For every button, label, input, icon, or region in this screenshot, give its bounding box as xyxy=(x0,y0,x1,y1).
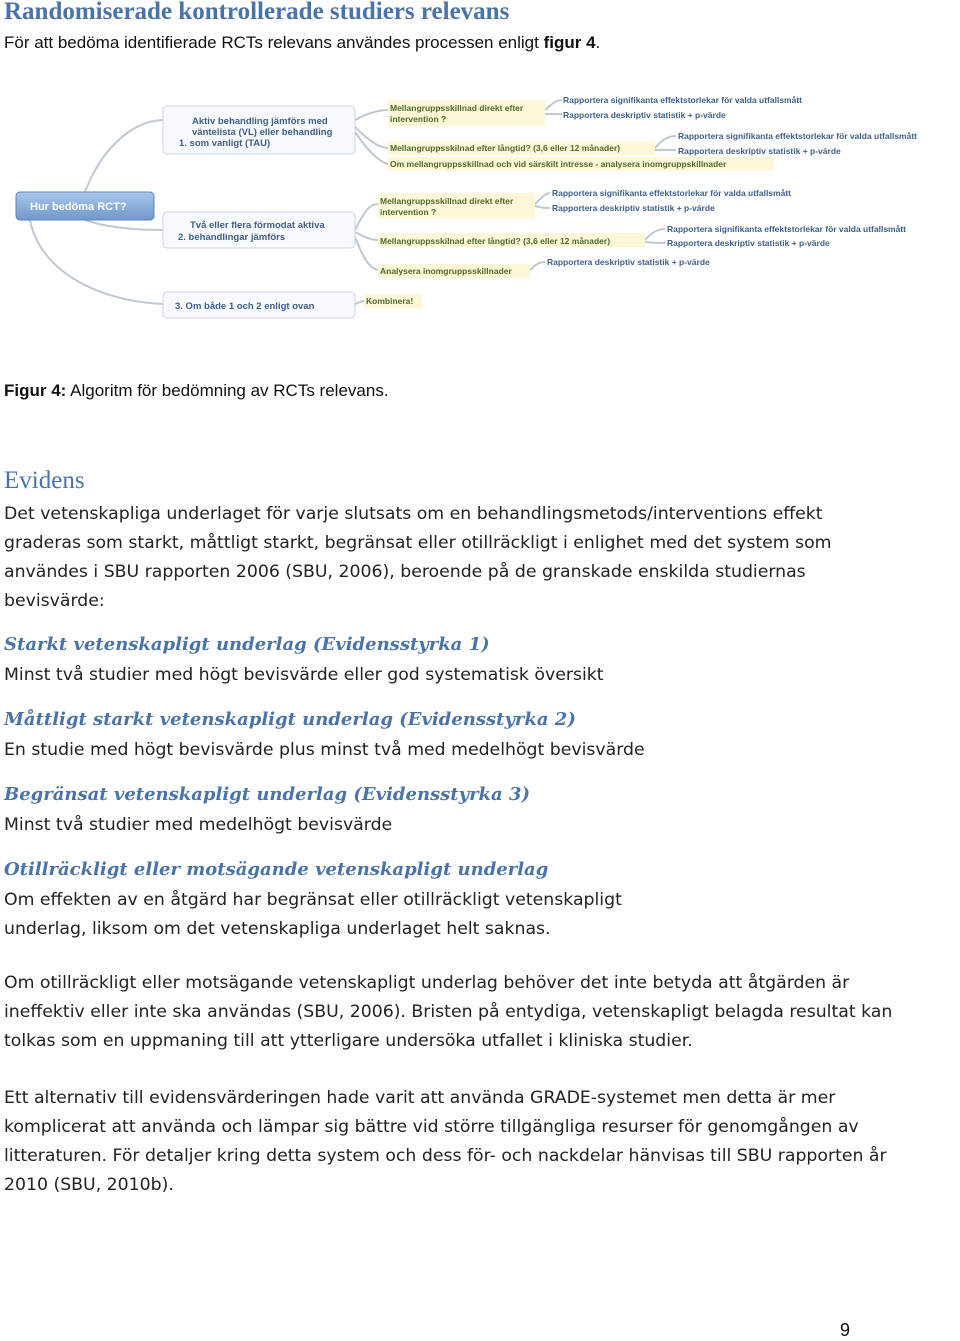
text-line: ineffektiv eller inte ska användas (SBU, 2006). Bristen på entydiga, vetenskapligt belagda resultat kan xyxy=(4,1002,893,1022)
b1-q2-leaf-desc: Rapportera deskriptiv statistik + p-värde xyxy=(678,146,841,156)
b2-q1-line2: intervention ? xyxy=(380,207,437,217)
b2-q3-leaf-desc: Rapportera deskriptiv statistik + p-värde xyxy=(547,257,710,267)
section-heading: Randomiserade kontrollerade studiers relevans xyxy=(4,0,510,25)
branch-2-line2: 2. behandlingar jämförs xyxy=(178,232,286,243)
branch-2-line1: Två eller flera förmodat aktiva xyxy=(190,220,325,231)
branch-3-label: 3. Om både 1 och 2 enligt ovan xyxy=(175,301,315,312)
level-4-text xyxy=(4,886,904,944)
text-line: Om otillräckligt eller motsägande vetenskapligt underlag behöver det inte betyda att åtgärden är xyxy=(4,973,850,993)
b2-q3-label: Analysera inomgruppsskillnader xyxy=(380,266,512,276)
b2-q1-leaf-sig: Rapportera signifikanta effektstorlekar för valda utfallsmått xyxy=(552,188,792,198)
root-label: Hur bedöma RCT? xyxy=(30,201,127,213)
paragraph-2 xyxy=(4,969,904,1056)
b1-q1-line2: intervention ? xyxy=(390,114,447,124)
text-line: tolkas som en uppmaning till att ytterligare undersöka utfallet i kliniska studier. xyxy=(4,1031,693,1051)
text-line: Det vetenskapliga underlaget för varje slutsats om en behandlingsmetods/interventions effekt xyxy=(4,504,823,524)
b2-q2-leaf-desc: Rapportera deskriptiv statistik + p-värde xyxy=(667,238,830,248)
b1-q3-label: Om mellangruppsskillnad och vid särskilt intresse - analysera inomgruppskillnader xyxy=(390,159,727,169)
b2-q2-label: Mellangruppsskilnad efter långtid? (3,6 eller 12 månader) xyxy=(380,236,611,246)
b1-q1-leaf-desc: Rapportera deskriptiv statistik + p-värde xyxy=(563,110,726,120)
b2-q2-leaf-sig: Rapportera signifikanta effektstorlekar för valda utfallsmått xyxy=(667,224,907,234)
text-line: 2010 (SBU, 2010b). xyxy=(4,1175,174,1195)
b1-q1-leaf-sig: Rapportera signifikanta effektstorlekar för valda utfallsmått xyxy=(563,95,803,105)
level-1-text: Minst två studier med högt bevisvärde eller god systematisk översikt xyxy=(4,665,604,685)
figure-caption: Figur 4: Algoritm för bedömning av RCTs relevans. xyxy=(4,381,389,400)
text-line: Ett alternativ till evidensvärderingen hade varit att använda GRADE-systemet men detta är mer xyxy=(4,1088,836,1108)
level-1-title: Starkt vetenskapligt underlag (Evidensstyrka 1) xyxy=(4,634,490,655)
level-3-text: Minst två studier med medelhögt bevisvärde xyxy=(4,815,393,835)
text-line: Om effekten av en åtgärd har begränsat eller otillräckligt vetenskapligt xyxy=(4,890,622,910)
b2-q1-line1: Mellangruppsskillnad direkt efter xyxy=(380,196,514,206)
paragraph-3 xyxy=(4,1084,904,1200)
rct-relevance-diagram xyxy=(0,92,960,327)
branch-1-line2: väntelista (VL) eller behandling xyxy=(192,127,333,138)
level-2-text: En studie med högt bevisvärde plus minst två med medelhögt bevisvärde xyxy=(4,740,645,760)
text-line: komplicerat att använda och lämpar sig bättre vid större tillgängliga resurser för genomgången av xyxy=(4,1117,859,1137)
b1-q2-leaf-sig: Rapportera signifikanta effektstorlekar för valda utfallsmått xyxy=(678,131,918,141)
b1-q1-line1: Mellangruppsskillnad direkt efter xyxy=(390,103,524,113)
b3-leaf-label: Kombinera! xyxy=(366,296,414,306)
b1-q2-label: Mellangruppsskilnad efter långtid? (3,6 eller 12 månader) xyxy=(390,143,621,153)
text-line: bevisvärde: xyxy=(4,591,105,611)
text-line: graderas som starkt, måttligt starkt, begränsat eller otillräckligt i enlighet med det system som xyxy=(4,533,832,553)
branch-1-line1: Aktiv behandling jämförs med xyxy=(192,116,328,127)
page-number: 9 xyxy=(839,1320,850,1340)
b2-q1-leaf-desc: Rapportera deskriptiv statistik + p-värde xyxy=(552,203,715,213)
level-2-title: Måttligt starkt vetenskapligt underlag (Evidensstyrka 2) xyxy=(4,709,576,730)
evidens-paragraph xyxy=(4,500,904,616)
level-3-title: Begränsat vetenskapligt underlag (Evidensstyrka 3) xyxy=(4,784,530,805)
level-4-title: Otillräckligt eller motsägande vetenskapligt underlag xyxy=(4,859,549,880)
text-line: användes i SBU rapporten 2006 (SBU, 2006), beroende på de granskade enskilda studiernas xyxy=(4,562,806,582)
text-line: litteraturen. För detaljer kring detta system och dess för- och nackdelar hänvisas till SBU rapporten år xyxy=(4,1146,887,1166)
text-line: underlag, liksom om det vetenskapliga underlaget helt saknas. xyxy=(4,919,551,939)
evidens-heading: Evidens xyxy=(4,467,85,494)
branch-1-line3: 1. som vanligt (TAU) xyxy=(179,138,271,149)
intro-paragraph: För att bedöma identifierade RCTs relevans användes processen enligt figur 4. xyxy=(4,33,601,52)
